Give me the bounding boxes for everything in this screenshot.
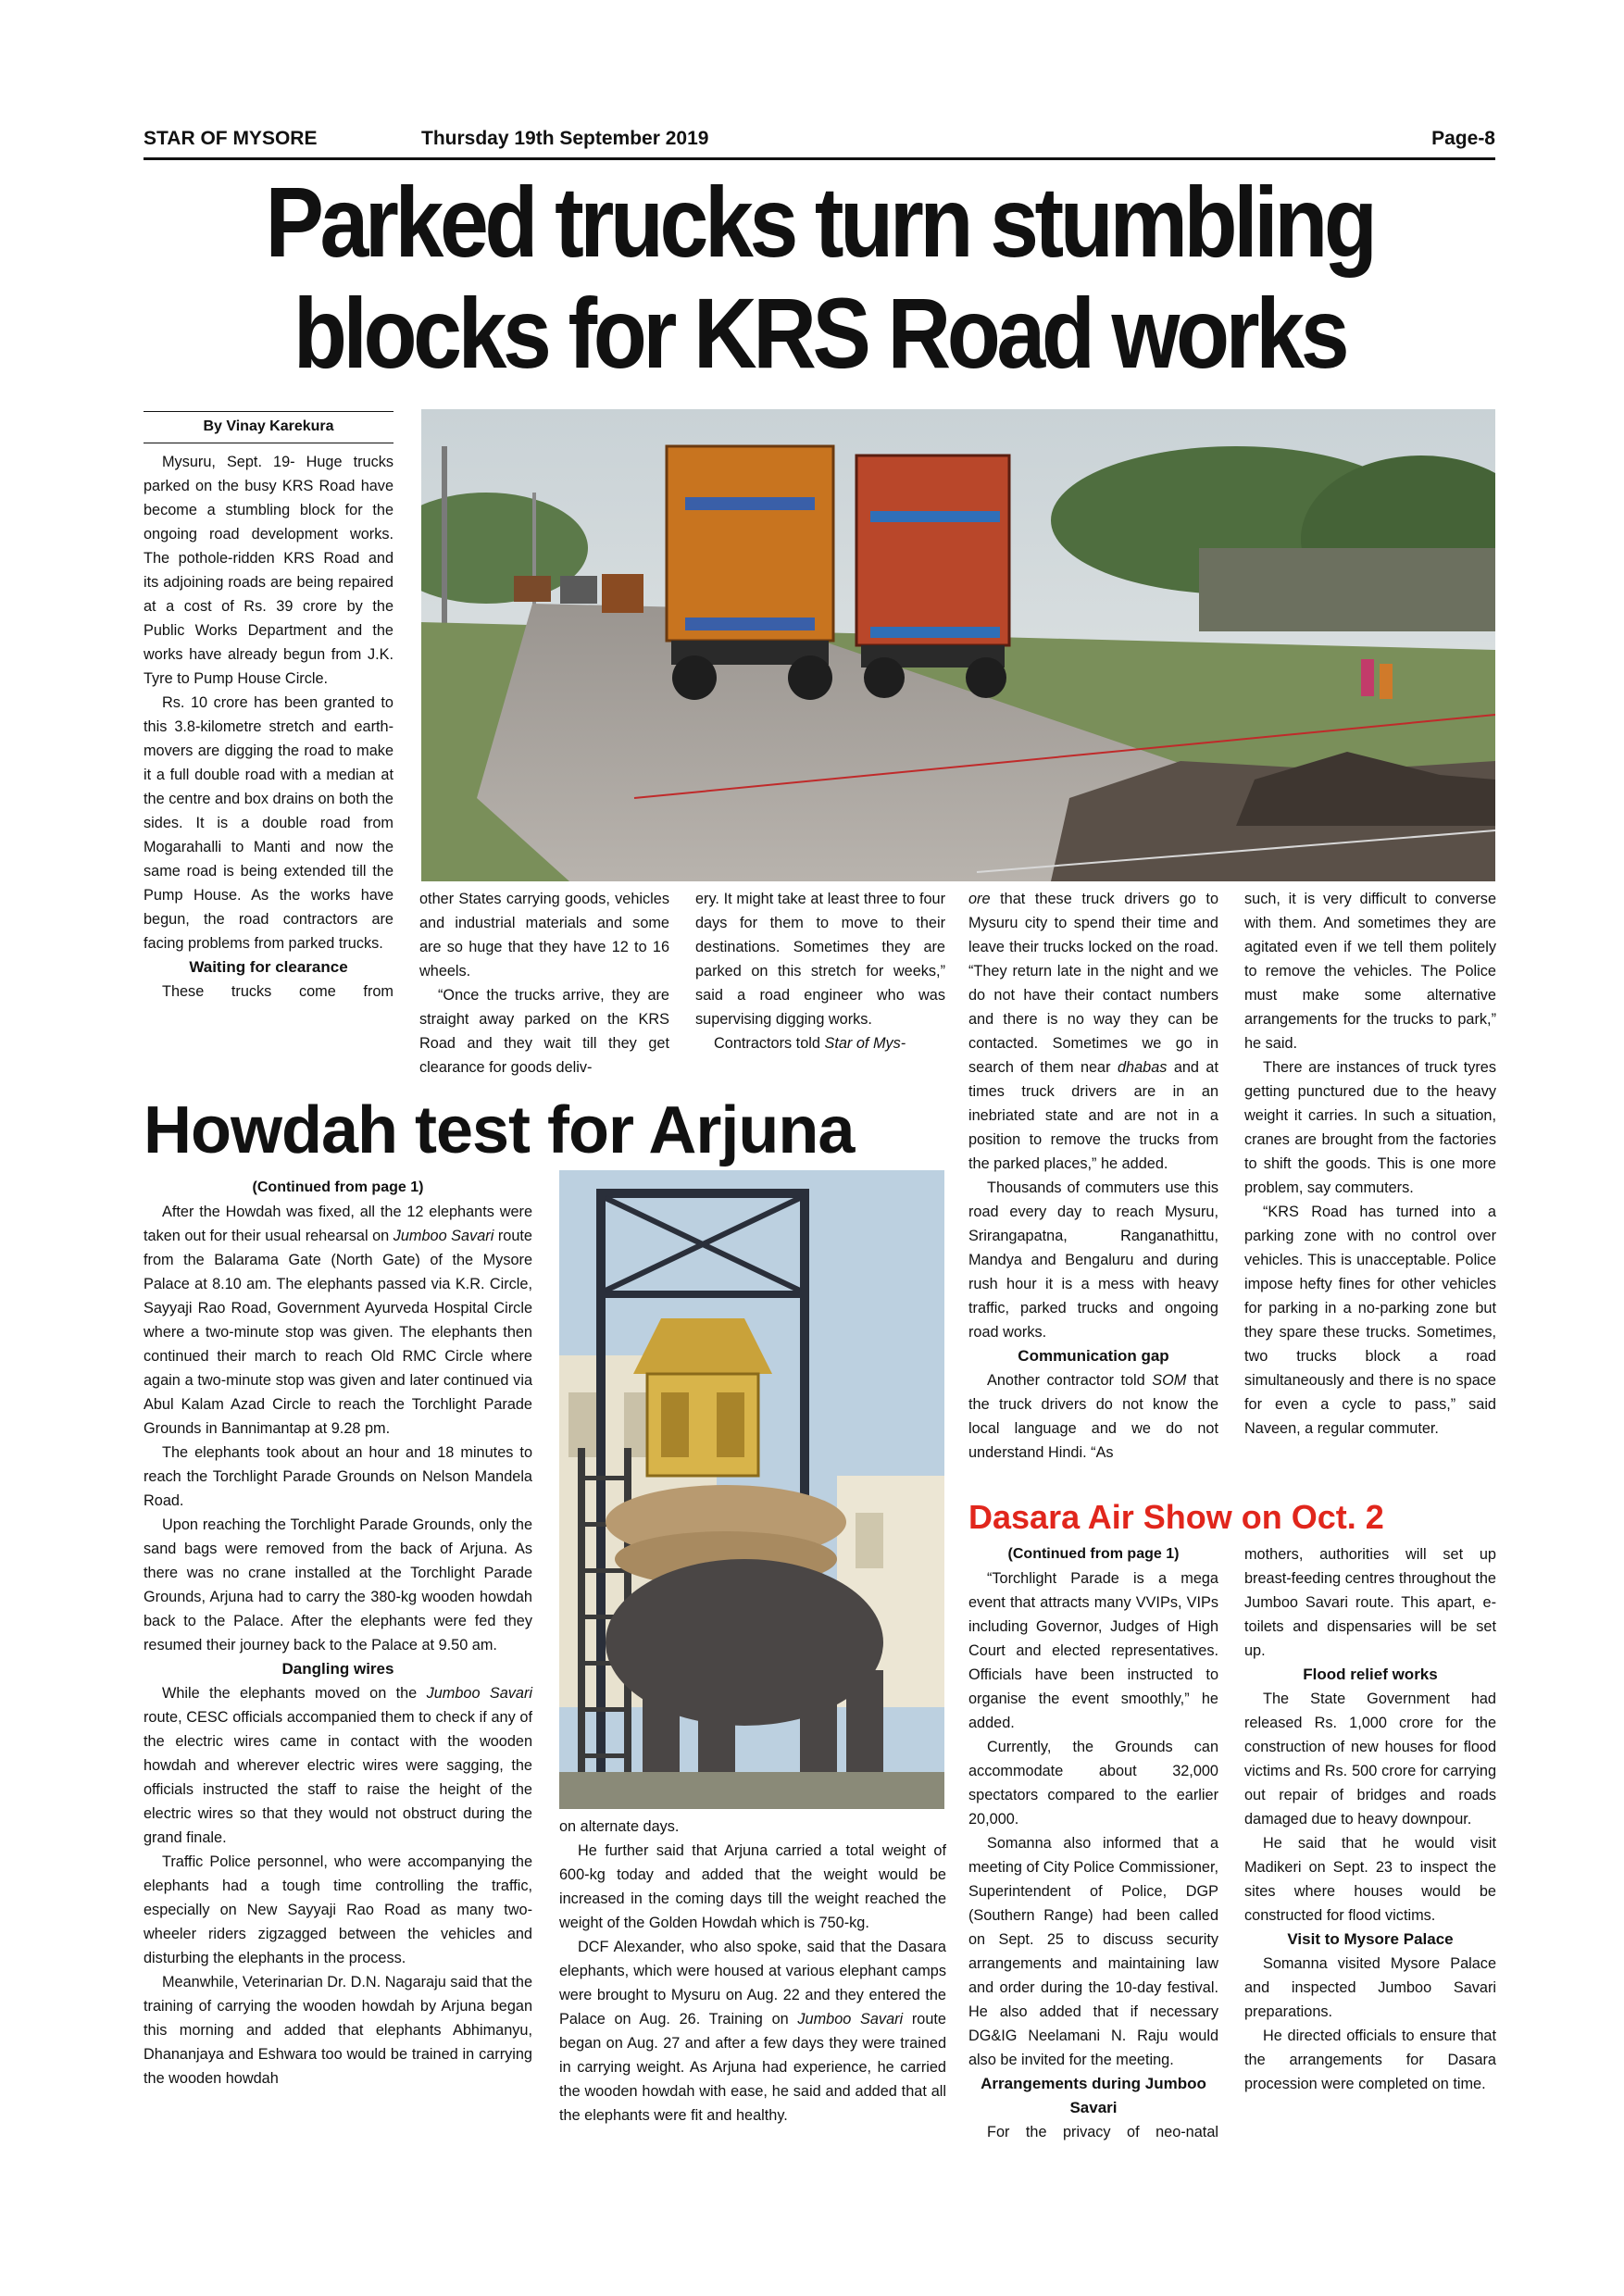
- howdah-italic-text: Jumboo Savari: [393, 1228, 494, 1244]
- airshow-paragraph: Currently, the Grounds can accommodate about 32,000 spectators compared to the earlier 20,000.: [968, 1739, 1218, 1828]
- continued-from-page-1: (Continued from page 1): [252, 1179, 424, 1195]
- lead-headline-line-1: Parked trucks turn stumbling: [265, 166, 1374, 278]
- page-number: Page-8: [1431, 128, 1495, 149]
- subhead-waiting-for-clearance: Waiting for clearance: [189, 958, 348, 976]
- howdah-paragraph: Meanwhile, Veterinarian Dr. D.N. Nagaraju said that the training of carrying the wooden howdah by Arjuna began this morning and added that elephants Abhimanyu, Dhananjaya and Eshwara too would be trained in carrying the wooden howdah: [144, 1974, 533, 2087]
- howdah-text: route from the Balarama Gate (North Gate) of the Mysore Palace at 8.10 am. The elephants passed via K.R. Circle, Sayyaji Rao Road, Government Ayurveda Hospital Circle where a two-minute stop was given. The elephants then continued their march to reach Old RMC Circle where again a two-minute stop was given and later continued via Abul Kalam Azad Circle to reach the Torchlight Parade Grounds in Bannimantap at 9.28 pm.: [144, 1228, 532, 1437]
- lead-paragraph: These trucks come from: [162, 983, 394, 1000]
- lead-paragraph: other States carrying goods, vehicles and industrial materials and some are so huge that they have 12 to 16 wheels.: [419, 891, 669, 980]
- elephant-howdah-photo: [559, 1170, 944, 1809]
- airshow-paragraph: He said that he would visit Madikeri on Sept. 23 to inspect the sites where houses would be constructed for flood victims.: [1244, 1835, 1496, 1924]
- lead-paragraph: Rs. 10 crore has been granted to this 3.8-kilometre stretch and earth-movers are digging the road to make it a full double road with a median at the centre and box drains on both the sides. It is a double road from Mogarahalli to Manti and now the same road is being extended till the Pump House. As the works have begun, the road contractors are facing problems from parked trucks.: [144, 694, 394, 952]
- subhead-flood-relief-works: Flood relief works: [1303, 1666, 1438, 1683]
- subhead-dangling-wires: Dangling wires: [281, 1660, 394, 1678]
- lead-paragraph: “Once the trucks arrive, they are straight away parked on the KRS Road and they wait till they get clearance for goods deliv-: [419, 987, 669, 1076]
- lead-italic-text: Star of Mys-: [824, 1035, 906, 1052]
- lead-text: that these truck drivers go to Mysuru city to spend their time and leave their trucks locked on the road. “They return late in the night and we do not have their contact numbers and there is no way they can be contacted. Sometimes we go in search of them near: [968, 891, 1218, 1076]
- airshow-column-1: [968, 1542, 1218, 2144]
- howdah-column-2: [559, 1815, 946, 2128]
- howdah-italic-text: Jumboo Savari: [426, 1685, 532, 1702]
- airshow-paragraph: Somanna also informed that a meeting of City Police Commissioner, Superintendent of Police, DGP (Southern Range) had been called on Sept. 25 to discuss security arrangements and maintaining law and order during the 10-day festival. He also added that if necessary DG&IG Neelamani N. Raju would also be invited for the meeting.: [968, 1835, 1218, 2068]
- airshow-paragraph: mothers, authorities will set up breast-feeding centres throughout the Jumboo Savari route. This apart, e-toilets and dispensaries will be set up.: [1244, 1546, 1496, 1659]
- subhead-arrangements-jumboo-savari: Arrangements during Jumboo Savari: [981, 2075, 1206, 2116]
- lead-paragraph: Mysuru, Sept. 19- Huge trucks parked on the busy KRS Road have become a stumbling block for the ongoing road development works. The pothole-ridden KRS Road and its adjoining roads are being repaired at a cost of Rs. 39 crore by the Public Works Department and the works have already begun from J.K. Tyre to Pump House Circle.: [144, 454, 394, 687]
- howdah-paragraph: on alternate days.: [559, 1818, 680, 1835]
- lead-paragraph: [968, 1368, 1218, 1465]
- subhead-visit-to-mysore-palace: Visit to Mysore Palace: [1287, 1930, 1454, 1948]
- byline-rule-top: [144, 411, 394, 412]
- lead-column-4: [968, 887, 1218, 1465]
- howdah-paragraph: Traffic Police personnel, who were accompanying the elephants had a tough time controlling the traffic, especially on New Sayyaji Rao Road as many two-wheeler riders zigzagged between the vehicles and disturbing the elephants in the process.: [144, 1853, 532, 1966]
- howdah-text: DCF Alexander, who also spoke, said that the Dasara elephants, which were housed at various elephant camps were brought to Mysuru on Aug. 22 and they entered the Palace on Aug. 26. Training on: [559, 1939, 946, 2028]
- lead-paragraph: “KRS Road has turned into a parking zone with no control over vehicles. This is unacceptable. Police impose hefty fines for other vehicles for parking in a no-parking zone but they spare these trucks. Sometimes, two trucks block a road simultaneously and there is no space for even a cycle to pass,” said Naveen, a regular commuter.: [1244, 1204, 1496, 1437]
- airshow-column-2: [1244, 1542, 1496, 2096]
- lead-column-3: [695, 887, 945, 1055]
- lead-paragraph: There are instances of truck tyres getting punctured due to the heavy weight it carries. In such a situation, cranes are brought from the factories to shift the goods. This is one more problem, say commuters.: [1244, 1059, 1496, 1196]
- trucks-photo-image: [421, 409, 1495, 881]
- airshow-paragraph: He directed officials to ensure that the arrangements for Dasara procession were completed on time.: [1244, 2028, 1496, 2092]
- lead-paragraph: Thousands of commuters use this road every day to reach Mysuru, Srirangapatna, Ranganathittu, Mandya and Bengaluru and during rush hour it is a mess with heavy traffic, parked trucks and ongoing road works.: [968, 1179, 1218, 1341]
- newspaper-name: STAR OF MYSORE: [144, 128, 318, 149]
- howdah-paragraph: The elephants took about an hour and 18 minutes to reach the Torchlight Parade Grounds on Nelson Mandela Road.: [144, 1444, 532, 1509]
- lead-headline: [220, 167, 1418, 389]
- howdah-paragraph: [559, 1935, 946, 2128]
- lead-italic-text: ore: [968, 891, 991, 907]
- howdah-text: route, CESC officials accompanied them to check if any of the electric wires came in contact with the wooden howdah and wherever electric wires were sagging, the officials instructed the staff to raise the height of the electric wires so that they would not obstruct during the grand finale.: [144, 1709, 532, 1846]
- lead-italic-text: SOM: [1152, 1372, 1187, 1389]
- trucks-photo: [421, 409, 1495, 881]
- lead-text: and at times truck drivers are in an inebriated state and are not in a position to remove the trucks from the parked places,” he added.: [968, 1059, 1218, 1172]
- lead-paragraph: [695, 1031, 945, 1055]
- howdah-text: After the Howdah was fixed, all the 12 elephants were taken out for their usual rehearsal on: [144, 1204, 532, 1244]
- lead-text: Contractors told: [714, 1035, 825, 1052]
- airshow-paragraph: “Torchlight Parade is a mega event that attracts many VVIPs, VIPs including Governor, Judges of High Court and elected representatives. Officials have been instructed to organise the event smoothly,” he added.: [968, 1570, 1218, 1731]
- howdah-italic-text: Jumboo Savari: [797, 2011, 904, 2028]
- lead-paragraph: such, it is very difficult to converse with them. And sometimes they are agitated even if we tell them politely to remove the vehicles. The Police must make some alternative arrangements for the trucks to park,” he said.: [1244, 891, 1496, 1052]
- airshow-paragraph: The State Government had released Rs. 1,000 crore for the construction of new houses for flood victims and Rs. 500 crore for carrying out repair of bridges and roads damaged due to heavy downpour.: [1244, 1691, 1496, 1828]
- lead-headline-line-2: blocks for KRS Road works: [293, 277, 1346, 389]
- lead-paragraph: [968, 887, 1218, 1176]
- howdah-headline: Howdah test for Arjuna: [144, 1093, 855, 1167]
- howdah-paragraph: [144, 1681, 532, 1850]
- airshow-headline: Dasara Air Show on Oct. 2: [968, 1498, 1384, 1536]
- lead-column-1: [144, 450, 394, 1004]
- continued-from-page-1: (Continued from page 1): [1007, 1546, 1180, 1562]
- masthead-rule: [144, 157, 1495, 160]
- issue-date: Thursday 19th September 2019: [421, 128, 709, 149]
- airshow-paragraph: Somanna visited Mysore Palace and inspected Jumboo Savari preparations.: [1244, 1955, 1496, 2020]
- howdah-paragraph: Upon reaching the Torchlight Parade Grounds, only the sand bags were removed from the back of Arjuna. As there was no crane installed at the Torchlight Parade Grounds, Arjuna had to carry the 380-kg wooden howdah back to the Palace. After the elephants were fed they resumed their journey back to the Palace at 9.50 am.: [144, 1516, 532, 1653]
- howdah-text: While the elephants moved on the: [162, 1685, 427, 1702]
- subhead-communication-gap: Communication gap: [1018, 1347, 1169, 1365]
- lead-text: that the truck drivers do not know the local language and we do not understand Hindi. “As: [968, 1372, 1218, 1461]
- lead-text: Another contractor told: [987, 1372, 1153, 1389]
- masthead: [144, 128, 1495, 159]
- lead-italic-text: dhabas: [1117, 1059, 1168, 1076]
- byline: By Vinay Karekura: [203, 418, 334, 434]
- lead-paragraph: ery. It might take at least three to four days for them to move to their destinations. Sometimes they are parked on this stretch for weeks,” said a road engineer who was supervising digging works.: [695, 891, 945, 1028]
- lead-column-5: [1244, 887, 1496, 1441]
- elephant-howdah-photo-image: [559, 1170, 944, 1809]
- howdah-column-1: [144, 1176, 532, 2090]
- airshow-paragraph: For the privacy of neo-natal: [987, 2124, 1218, 2140]
- howdah-paragraph: [144, 1200, 532, 1441]
- howdah-text: route began on Aug. 27 and after a few days they were trained in carrying weight. As Arjuna had experience, he carried the wooden howdah with ease, he said and added that all the elephants were fit and healthy.: [559, 2011, 946, 2124]
- howdah-paragraph: He further said that Arjuna carried a total weight of 600-kg today and added that the weight would be increased in the coming days till the weight reached the weight of the Golden Howdah which is 750-kg.: [559, 1842, 946, 1931]
- lead-column-2: [419, 887, 669, 1079]
